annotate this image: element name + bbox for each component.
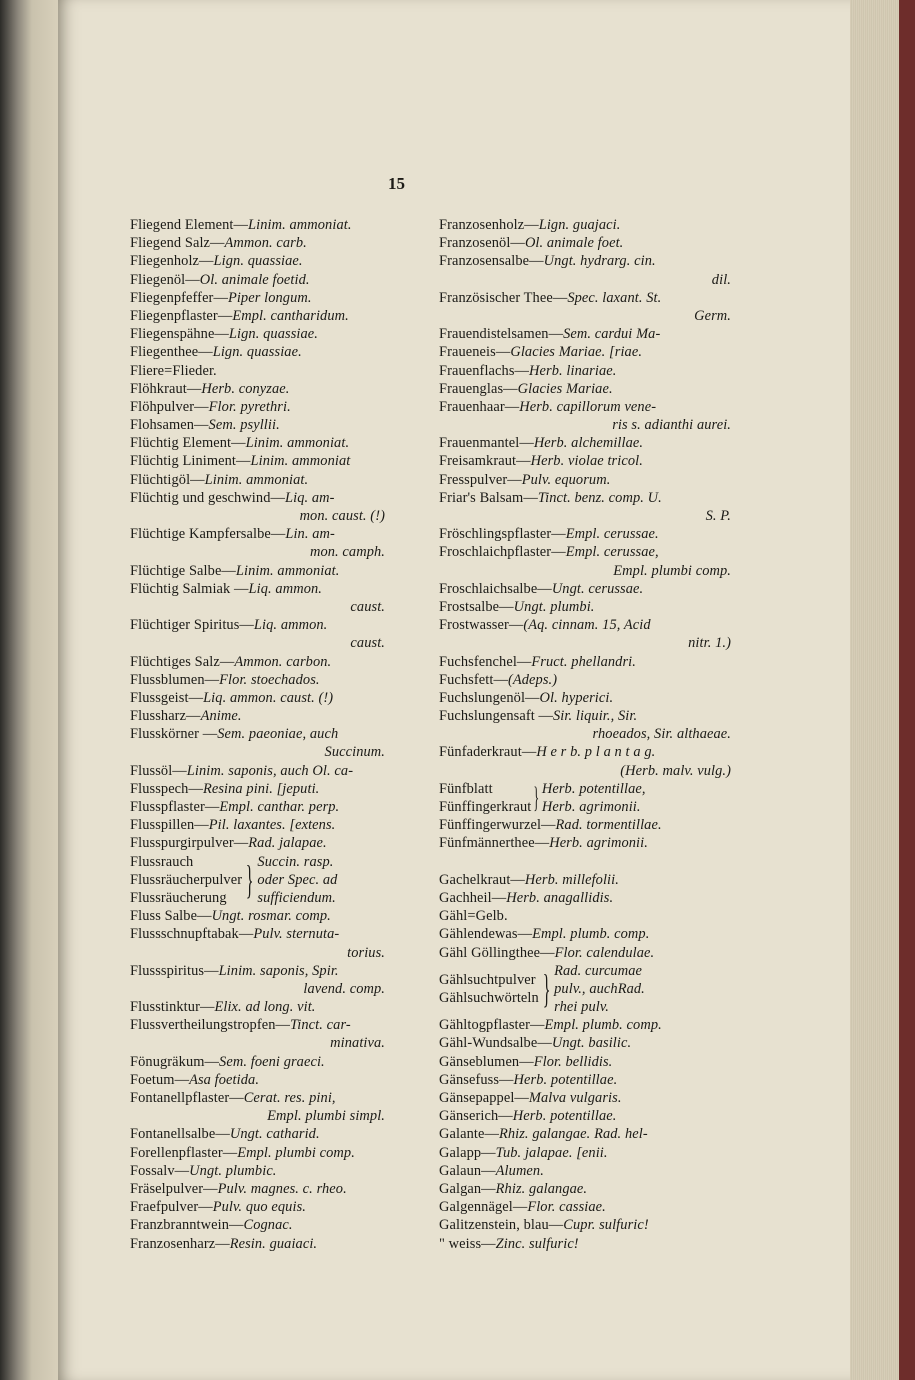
- entry-continuation: S. P.: [705, 508, 731, 524]
- entry-line: Gänsefuss— Herb. potentillae.: [439, 1071, 618, 1088]
- entry-line: Französischer Thee— Spec. laxant. St.: [439, 289, 662, 306]
- brace-glyph: }: [245, 856, 254, 902]
- entry-line: Flöhkraut— Herb. conyzae.: [130, 380, 290, 397]
- entry-line: Gachelkraut— Herb. millefolii.: [439, 871, 619, 888]
- entry-term: Gählsuchtpulver: [439, 971, 536, 988]
- entry-continuation: torius.: [347, 944, 385, 961]
- entry-line: Flüchtige Salbe— Linim. ammoniat.: [130, 562, 340, 579]
- entry-line: Franzosenholz— Lign. guajaci.: [439, 217, 621, 233]
- entry-term: Fünfblatt: [439, 780, 493, 797]
- entry-line: Fluss Salbe— Ungt. rosmar. comp.: [130, 908, 331, 925]
- entry-line: Fünffingerwurzel— Rad. tormentillae.: [439, 817, 662, 834]
- entry-line: Frauenglas— Glacies Mariae.: [439, 380, 613, 397]
- entry-continuation: ris s. adianthi aurei.: [612, 417, 731, 434]
- entry-line: Flussblumen— Flor. stoechados.: [130, 671, 320, 688]
- entry-line: Flüchtig Liniment— Linim. ammoniat: [130, 453, 351, 470]
- entry-continuation: caust.: [350, 635, 385, 652]
- entry-line: Flussgeist— Liq. ammon. caust. (!): [130, 689, 334, 706]
- entry-term: Flussräucherpulver: [130, 871, 243, 888]
- entry-line: Forellenpflaster— Empl. plumbi comp.: [130, 1144, 355, 1161]
- entry-line: Gachheil— Herb. anagallidis.: [439, 889, 614, 906]
- entry-continuation: dil.: [711, 271, 731, 288]
- entry-line: Galitzenstein, blau— Cupr. sulfuric!: [439, 1217, 649, 1234]
- right-column: [439, 216, 731, 1253]
- entry-line: Frauenmantel— Herb. alchemillae.: [439, 435, 644, 452]
- entry-line: Fliegenspähne— Lign. quassiae.: [130, 326, 318, 343]
- left-column: [130, 216, 385, 1253]
- entry-term: Flussräucherung: [130, 889, 227, 906]
- entry-line: Fliere=Flieder.: [130, 362, 217, 379]
- entry-line: Frostwasser— (Aq. cinnam. 15, Acid: [439, 617, 651, 634]
- entry-line: Frauendistelsamen— Sem. cardui Ma-: [439, 326, 661, 343]
- entry-line: Flussschnupftabak— Pulv. sternuta-: [130, 926, 340, 943]
- entry-line: Fuchsfett— (Adeps.): [439, 671, 558, 688]
- entry-line: Fossalv— Ungt. plumbic.: [130, 1162, 277, 1179]
- entry-line: Fraefpulver— Pulv. quo equis.: [130, 1199, 306, 1216]
- entry-definition: Succin. rasp.: [257, 853, 334, 870]
- entry-line: Fliegend Salz— Ammon. carb.: [130, 235, 307, 252]
- entry-line: Galgennägel— Flor. cassiae.: [439, 1199, 606, 1216]
- entry-line: Flöhpulver— Flor. pyrethri.: [130, 398, 291, 415]
- entry-definition: Herb. agrimonii.: [541, 799, 641, 815]
- entry-line: Froschlaichpflaster— Empl. cerussae,: [439, 544, 659, 561]
- entry-line: Flüchtig Element— Linim. ammoniat.: [130, 435, 350, 452]
- entry-line: Flusskörner — Sem. paeoniae, auch: [130, 726, 339, 743]
- entry-line: Fontanellsalbe— Ungt. catharid.: [130, 1126, 320, 1143]
- entry-continuation: rhoeados, Sir. althaeae.: [592, 726, 731, 743]
- entry-line: Flusspillen— Pil. laxantes. [extens.: [130, 817, 336, 834]
- entry-definition: rhei pulv.: [554, 999, 609, 1016]
- entry-line: Flussspiritus— Linim. saponis, Spir.: [130, 962, 339, 979]
- entry-line: Frauenhaar— Herb. capillorum vene-: [439, 398, 657, 415]
- page-number: 15: [388, 174, 405, 193]
- section-gap: [439, 853, 731, 871]
- brace-group: [439, 780, 731, 816]
- brace-glyph: }: [533, 781, 540, 814]
- entry-line: Fräselpulver— Pulv. magnes. c. rheo.: [130, 1180, 347, 1197]
- book-cover-edge: [899, 0, 915, 1380]
- entry-line: Flohsamen— Sem. psyllii.: [130, 417, 280, 434]
- entry-line: Flusspflaster— Empl. canthar. perp.: [130, 799, 340, 815]
- entry-definition: sufficiendum.: [257, 889, 336, 906]
- entry-continuation: Empl. plumbi comp.: [613, 562, 731, 579]
- entry-definition: pulv., auchRad.: [554, 980, 645, 997]
- entry-line: Fliegenpflaster— Empl. cantharidum.: [130, 307, 349, 324]
- entry-definition: oder Spec. ad: [257, 871, 338, 888]
- entry-line: Flusspech— Resina pini. [jeputi.: [130, 780, 320, 797]
- entry-line: Frostsalbe— Ungt. plumbi.: [439, 598, 595, 615]
- entry-continuation: mon. camph.: [309, 544, 385, 561]
- entry-line: Foetum— Asa foetida.: [130, 1071, 260, 1088]
- brace-glyph: }: [542, 965, 551, 1011]
- entry-line: Franzosenharz— Resin. guaiaci.: [130, 1235, 318, 1252]
- entry-line: Fröschlingspflaster— Empl. cerussae.: [439, 526, 659, 543]
- entry-line: Galaun— Alumen.: [439, 1162, 544, 1179]
- entry-line: Franzosensalbe— Ungt. hydrarg. cin.: [439, 253, 656, 270]
- entry-line: Flusspurgirpulver— Rad. jalapae.: [130, 835, 327, 852]
- entry-line: Gänserich— Herb. potentillae.: [439, 1108, 617, 1125]
- entry-line: Fresspulver— Pulv. equorum.: [439, 471, 611, 488]
- entry-term: Gählsuchwörteln: [439, 989, 539, 1006]
- entry-definition: Rad. curcumae: [554, 962, 643, 979]
- entry-line: Gähl-Wundsalbe— Ungt. basilic.: [439, 1035, 632, 1052]
- entry-line: Franzosenöl— Ol. animale foet.: [439, 235, 624, 252]
- entry-line: Fontanellpflaster— Cerat. res. pini,: [130, 1090, 336, 1106]
- entry-line: Franzbranntwein— Cognac.: [130, 1217, 293, 1234]
- entry-line: Flüchtigöl— Linim. ammoniat.: [130, 471, 309, 488]
- entry-continuation: Empl. plumbi simpl.: [267, 1108, 385, 1125]
- entry-line: Galapp— Tub. jalapae. [enii.: [439, 1144, 608, 1161]
- entry-continuation: mon. caust. (!): [299, 508, 385, 524]
- entry-continuation: nitr. 1.): [688, 635, 731, 652]
- entry-line: Fuchslungensaft — Sir. liquir., Sir.: [439, 708, 638, 725]
- entry-continuation: Succinum.: [324, 744, 385, 761]
- entry-line: Fünfmännerthee— Herb. agrimonii.: [439, 835, 648, 852]
- entry-line: Frauenflachs— Herb. linariae.: [439, 362, 617, 379]
- entry-line: Fuchsfenchel— Fruct. phellandri.: [439, 653, 636, 670]
- entry-line: Gänsepappel— Malva vulgaris.: [439, 1090, 622, 1106]
- entry-line: Fliegend Element— Linim. ammoniat.: [130, 217, 352, 233]
- entry-line: Gähl=Gelb.: [439, 908, 508, 925]
- entry-line: Gähltogpflaster— Empl. plumb. comp.: [439, 1017, 662, 1034]
- entry-line: Fliegenpfeffer— Piper longum.: [130, 289, 312, 306]
- entry-definition: Herb. potentillae,: [541, 780, 646, 797]
- entry-line: Fuchslungenöl— Ol. hyperici.: [439, 689, 614, 706]
- entry-line: Flüchtiger Spiritus— Liq. ammon.: [130, 617, 328, 634]
- entry-line: Gänseblumen— Flor. bellidis.: [439, 1053, 613, 1070]
- entry-line: Fünfaderkraut— H e r b. p l a n t a g.: [439, 744, 656, 761]
- entry-line: Flüchtig Salmiak — Liq. ammon.: [130, 580, 322, 597]
- entry-line: Fraueneis— Glacies Mariae. [riae.: [439, 344, 643, 361]
- entry-continuation: caust.: [350, 598, 385, 615]
- entry-line: Freisamkraut— Herb. violae tricol.: [439, 453, 643, 470]
- entry-line: Fliegenthee— Lign. quassiae.: [130, 344, 302, 361]
- entry-continuation: lavend. comp.: [303, 980, 385, 997]
- entry-line: Flussvertheilungstropfen— Tinct. car-: [130, 1017, 351, 1034]
- entry-line: Flüchtig und geschwind— Liq. am-: [130, 489, 335, 506]
- entry-line: Flüchtiges Salz— Ammon. carbon.: [130, 653, 332, 670]
- page-stack-edge: [850, 0, 915, 1380]
- entry-line: Fliegenöl— Ol. animale foetid.: [130, 271, 310, 288]
- entry-line: Froschlaichsalbe— Ungt. cerussae.: [439, 580, 644, 597]
- entry-term: Fünffingerkraut: [439, 799, 532, 815]
- entry-line: Fliegenholz— Lign. quassiae.: [130, 253, 303, 270]
- entry-line: Friar's Balsam— Tinct. benz. comp. U.: [439, 489, 662, 506]
- entry-line: Fönugräkum— Sem. foeni graeci.: [130, 1053, 325, 1070]
- entry-continuation: minativa.: [330, 1035, 385, 1052]
- entry-continuation: (Herb. malv. vulg.): [620, 762, 731, 779]
- brace-group: [439, 962, 731, 1017]
- entry-line: Flussöl— Linim. saponis, auch Ol. ca-: [130, 762, 354, 779]
- entry-line: Gählendewas— Empl. plumb. comp.: [439, 926, 650, 943]
- entry-line: Galgan— Rhiz. galangae.: [439, 1180, 588, 1197]
- entry-continuation: Germ.: [694, 307, 731, 324]
- left-page-edge: [0, 0, 58, 1380]
- entry-line: Flussharz— Anime.: [130, 708, 242, 725]
- entry-line: Flüchtige Kampfersalbe— Lin. am-: [130, 526, 335, 543]
- brace-group: [130, 853, 385, 908]
- entry-line: Galante— Rhiz. galangae. Rad. hel-: [439, 1126, 648, 1143]
- entry-line: " weiss— Zinc. sulfuric!: [439, 1235, 579, 1252]
- entry-line: Flusstinktur— Elix. ad long. vit.: [130, 999, 316, 1016]
- entry-term: Flussrauch: [130, 853, 194, 870]
- entry-line: Gähl Göllingthee— Flor. calendulae.: [439, 944, 655, 961]
